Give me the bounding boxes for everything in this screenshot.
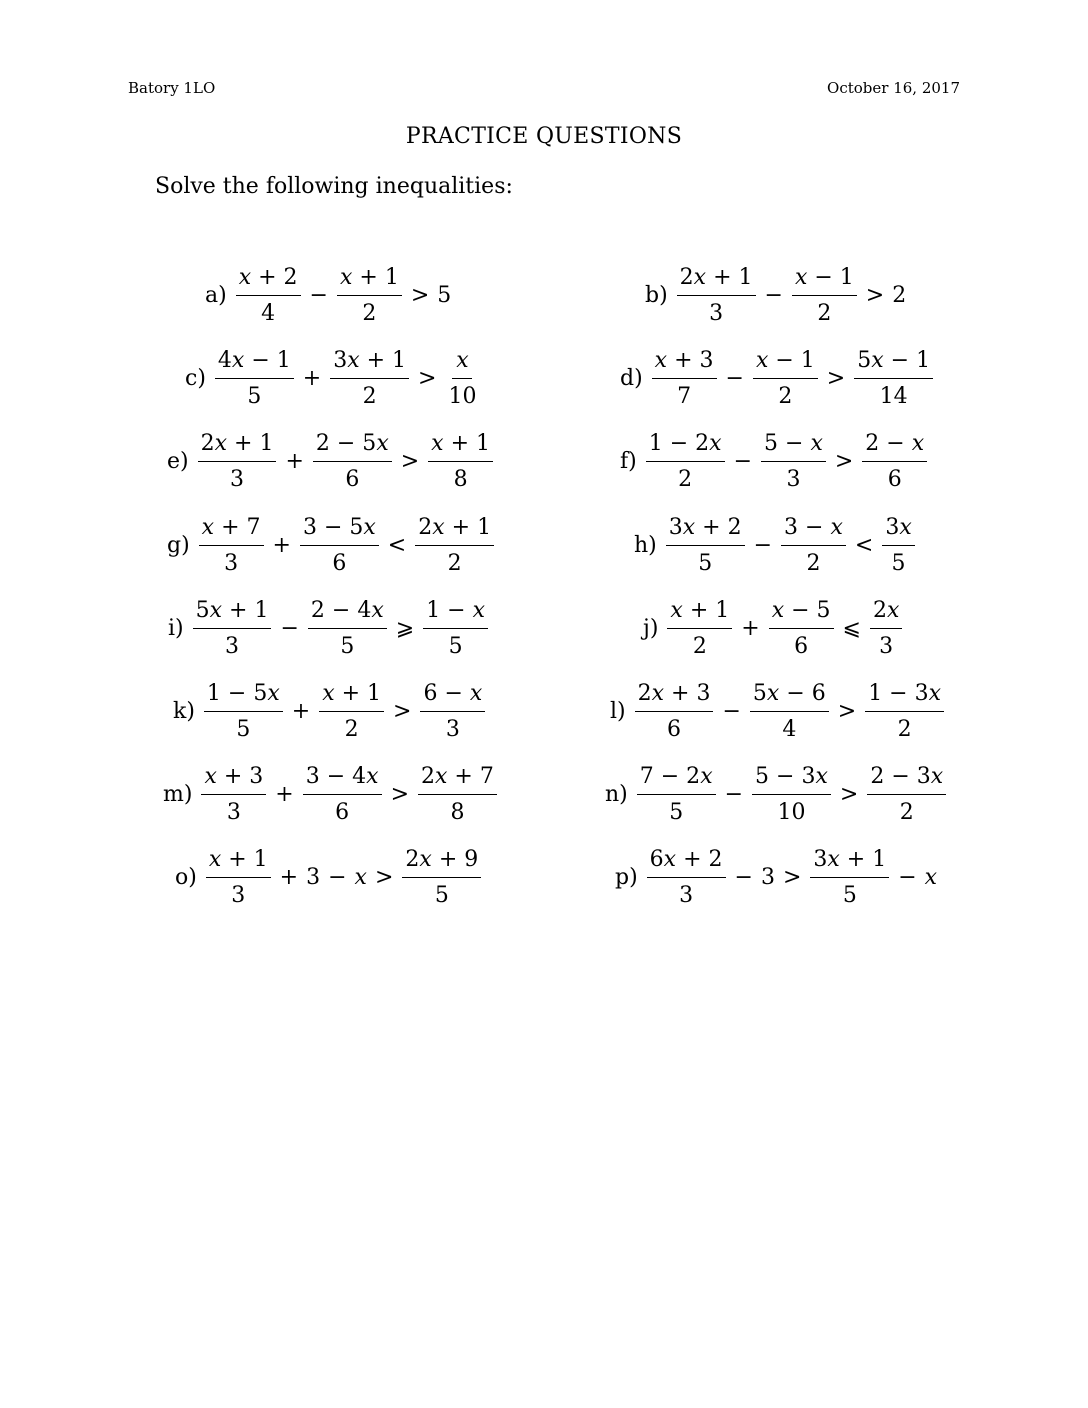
header-school: Batory 1LO: [128, 79, 216, 97]
fraction-numerator: 2x + 3: [635, 681, 714, 712]
fraction-denominator: 6: [794, 634, 809, 660]
term: 2: [892, 282, 907, 308]
fraction-denominator: 2: [447, 551, 462, 577]
problem-a: [205, 265, 453, 327]
fraction: [308, 598, 387, 660]
operator: >: [410, 282, 430, 308]
fraction-denominator: 10: [448, 384, 477, 410]
fraction-denominator: 5: [669, 800, 684, 826]
fraction-numerator: 3 − 4x: [303, 764, 382, 795]
fraction-numerator: 2x + 1: [677, 265, 756, 296]
fraction-numerator: x + 1: [206, 847, 271, 878]
operator: ⩽: [842, 615, 861, 641]
fraction-denominator: 3: [225, 634, 240, 660]
problem-n: [605, 764, 949, 826]
fraction: [870, 598, 902, 660]
operator: −: [734, 864, 753, 890]
fraction-numerator: 2x + 1: [198, 431, 277, 462]
operator: −: [280, 615, 299, 641]
fraction-numerator: 1 − 2x: [646, 431, 725, 462]
operator: +: [275, 781, 294, 807]
fraction-numerator: 2 − 5x: [313, 431, 392, 462]
fraction-denominator: 8: [450, 800, 465, 826]
operator: +: [285, 448, 304, 474]
operator: +: [302, 365, 322, 391]
fraction-numerator: x + 7: [199, 515, 264, 546]
fraction: [303, 764, 382, 826]
fraction-numerator: 6x + 2: [647, 847, 726, 878]
fraction-numerator: 1 − 5x: [204, 681, 283, 712]
operator: −: [753, 532, 773, 558]
fraction: [750, 681, 829, 743]
operator: −: [733, 448, 753, 474]
problem-c: [185, 348, 482, 410]
fraction: [418, 764, 497, 826]
fraction-denominator: 2: [778, 384, 793, 410]
fraction-numerator: 3x + 1: [810, 847, 889, 878]
fraction: [867, 764, 946, 826]
problem-g: [167, 515, 497, 577]
problem-label: f): [620, 448, 637, 474]
problem-p: [615, 847, 939, 909]
operator: +: [291, 698, 311, 724]
problem-b: [645, 265, 908, 327]
term: x: [354, 864, 367, 890]
problem-h: [634, 515, 918, 577]
fraction-numerator: 5x − 6: [750, 681, 829, 712]
fraction-denominator: 6: [345, 467, 360, 493]
fraction: [752, 764, 831, 826]
fraction-numerator: x + 1: [319, 681, 384, 712]
fraction: [428, 431, 493, 493]
fraction: [201, 764, 266, 826]
fraction: [667, 598, 732, 660]
fraction-denominator: 5: [236, 717, 251, 743]
fraction: [193, 598, 272, 660]
fraction-denominator: 2: [897, 717, 912, 743]
term: 3: [760, 864, 775, 890]
fraction: [420, 681, 485, 743]
fraction-numerator: x + 1: [667, 598, 732, 629]
fraction: [781, 515, 846, 577]
problem-label: o): [175, 864, 197, 890]
problem-label: d): [620, 365, 643, 391]
fraction-denominator: 2: [344, 717, 359, 743]
fraction-denominator: 3: [224, 551, 239, 577]
fraction-numerator: 5 − x: [761, 431, 826, 462]
operator: ⩾: [395, 615, 415, 641]
operator: −: [724, 781, 744, 807]
fraction-denominator: 5: [448, 634, 463, 660]
fraction: [635, 681, 714, 743]
fraction-numerator: x: [452, 348, 472, 379]
problem-d: [620, 348, 936, 410]
fraction-denominator: 8: [453, 467, 468, 493]
fraction: [753, 348, 818, 410]
fraction-denominator: 6: [335, 800, 350, 826]
problem-label: b): [645, 282, 668, 308]
problem-label: k): [173, 698, 195, 724]
fraction: [647, 847, 726, 909]
fraction-denominator: 3: [230, 467, 245, 493]
fraction: [330, 348, 409, 410]
fraction: [415, 515, 494, 577]
problem-label: e): [167, 448, 189, 474]
operator: <: [387, 532, 407, 558]
fraction-numerator: x + 1: [428, 431, 493, 462]
fraction-numerator: 2x + 9: [402, 847, 481, 878]
fraction-denominator: 3: [226, 800, 241, 826]
operator: −: [725, 365, 744, 391]
fraction: [300, 515, 379, 577]
fraction-denominator: 2: [817, 301, 832, 327]
fraction-numerator: 5 − 3x: [752, 764, 831, 795]
fraction-numerator: 7 − 2x: [637, 764, 716, 795]
fraction-numerator: 4x − 1: [215, 348, 294, 379]
fraction: [445, 348, 479, 410]
fraction-denominator: 5: [891, 551, 906, 577]
fraction-numerator: 3 − x: [781, 515, 846, 546]
problem-l: [610, 681, 947, 743]
fraction: [865, 681, 944, 743]
fraction-numerator: 1 − 3x: [865, 681, 944, 712]
fraction-denominator: 3: [709, 301, 724, 327]
fraction-numerator: 2 − x: [862, 431, 927, 462]
fraction-numerator: 3x + 2: [666, 515, 745, 546]
problem-o: [175, 847, 484, 909]
fraction: [854, 348, 933, 410]
fraction: [646, 431, 725, 493]
fraction-denominator: 2: [362, 301, 377, 327]
fraction-numerator: 2x + 1: [415, 515, 494, 546]
fraction-denominator: 6: [887, 467, 902, 493]
fraction: [666, 515, 745, 577]
operator: >: [826, 365, 846, 391]
fraction-denominator: 7: [677, 384, 692, 410]
problem-i: [168, 598, 491, 660]
operator: −: [328, 864, 347, 890]
fraction: [882, 515, 914, 577]
operator: >: [782, 864, 802, 890]
fraction: [761, 431, 826, 493]
fraction-denominator: 10: [777, 800, 806, 826]
fraction-denominator: 6: [332, 551, 347, 577]
header-date: October 16, 2017: [827, 79, 960, 97]
fraction-denominator: 2: [806, 551, 821, 577]
fraction-denominator: 2: [362, 384, 377, 410]
instruction-text: Solve the following inequalities:: [155, 174, 513, 199]
fraction: [792, 265, 857, 327]
fraction-numerator: x + 3: [201, 764, 266, 795]
operator: +: [272, 532, 291, 558]
fraction-numerator: 1 − x: [423, 598, 488, 629]
fraction-denominator: 2: [692, 634, 707, 660]
problem-f: [620, 431, 930, 493]
fraction-denominator: 2: [678, 467, 693, 493]
fraction: [769, 598, 834, 660]
fraction-numerator: 3 − 5x: [300, 515, 379, 546]
fraction: [236, 265, 301, 327]
fraction-numerator: x − 1: [753, 348, 818, 379]
fraction-numerator: 2 − 4x: [308, 598, 387, 629]
fraction: [198, 431, 277, 493]
fraction: [402, 847, 481, 909]
fraction: [199, 515, 264, 577]
problem-label: p): [615, 864, 638, 890]
operator: −: [764, 282, 783, 308]
problem-e: [167, 431, 496, 493]
problem-label: c): [185, 365, 206, 391]
fraction: [206, 847, 271, 909]
problem-label: n): [605, 781, 628, 807]
operator: >: [834, 448, 854, 474]
operator: <: [854, 532, 874, 558]
fraction-numerator: x − 5: [769, 598, 834, 629]
term: 3: [306, 864, 321, 890]
fraction: [637, 764, 716, 826]
problem-m: [163, 764, 500, 826]
fraction-denominator: 5: [247, 384, 262, 410]
fraction-numerator: 2x: [870, 598, 902, 629]
term: x: [924, 864, 938, 890]
fraction: [652, 348, 717, 410]
operator: >: [393, 698, 412, 724]
operator: −: [722, 698, 741, 724]
fraction: [677, 265, 756, 327]
fraction-denominator: 3: [445, 717, 460, 743]
fraction-numerator: 6 − x: [420, 681, 485, 712]
fraction-numerator: 2 − 3x: [867, 764, 946, 795]
fraction-denominator: 2: [899, 800, 914, 826]
operator: >: [400, 448, 420, 474]
fraction: [810, 847, 889, 909]
fraction: [862, 431, 927, 493]
fraction-denominator: 3: [679, 883, 694, 909]
problem-label: j): [643, 615, 659, 641]
operator: >: [418, 365, 437, 391]
page-title: PRACTICE QUESTIONS: [405, 124, 683, 149]
fraction-denominator: 5: [434, 883, 449, 909]
problem-label: a): [205, 282, 227, 308]
operator: >: [837, 698, 857, 724]
fraction: [215, 348, 294, 410]
fraction: [204, 681, 283, 743]
fraction-denominator: 4: [782, 717, 797, 743]
problem-label: i): [168, 615, 184, 641]
fraction: [337, 265, 402, 327]
fraction-numerator: x + 2: [236, 265, 301, 296]
operator: −: [309, 282, 328, 308]
operator: >: [390, 781, 410, 807]
fraction: [313, 431, 392, 493]
fraction-numerator: 5x + 1: [193, 598, 272, 629]
fraction-denominator: 5: [340, 634, 355, 660]
fraction: [319, 681, 384, 743]
fraction-numerator: 5x − 1: [854, 348, 933, 379]
problem-label: g): [167, 532, 190, 558]
operator: >: [865, 282, 885, 308]
fraction: [423, 598, 488, 660]
fraction-numerator: x − 1: [792, 265, 857, 296]
fraction-denominator: 3: [879, 634, 894, 660]
fraction-denominator: 5: [698, 551, 713, 577]
fraction-numerator: 3x + 1: [330, 348, 409, 379]
operator: >: [374, 864, 394, 890]
term: 5: [437, 282, 452, 308]
problem-label: m): [163, 781, 193, 807]
problem-j: [643, 598, 905, 660]
fraction-numerator: 3x: [882, 515, 914, 546]
fraction-numerator: x + 3: [652, 348, 717, 379]
fraction-denominator: 14: [879, 384, 908, 410]
fraction-denominator: 3: [786, 467, 801, 493]
problem-label: l): [610, 698, 626, 724]
problem-label: h): [634, 532, 657, 558]
problem-k: [173, 681, 488, 743]
operator: −: [898, 864, 917, 890]
operator: +: [741, 615, 760, 641]
fraction-denominator: 3: [231, 883, 246, 909]
operator: >: [839, 781, 859, 807]
fraction-denominator: 6: [667, 717, 682, 743]
fraction-denominator: 4: [261, 301, 276, 327]
fraction-denominator: 5: [842, 883, 857, 909]
fraction-numerator: x + 1: [337, 265, 402, 296]
fraction-numerator: 2x + 7: [418, 764, 497, 795]
operator: +: [279, 864, 299, 890]
